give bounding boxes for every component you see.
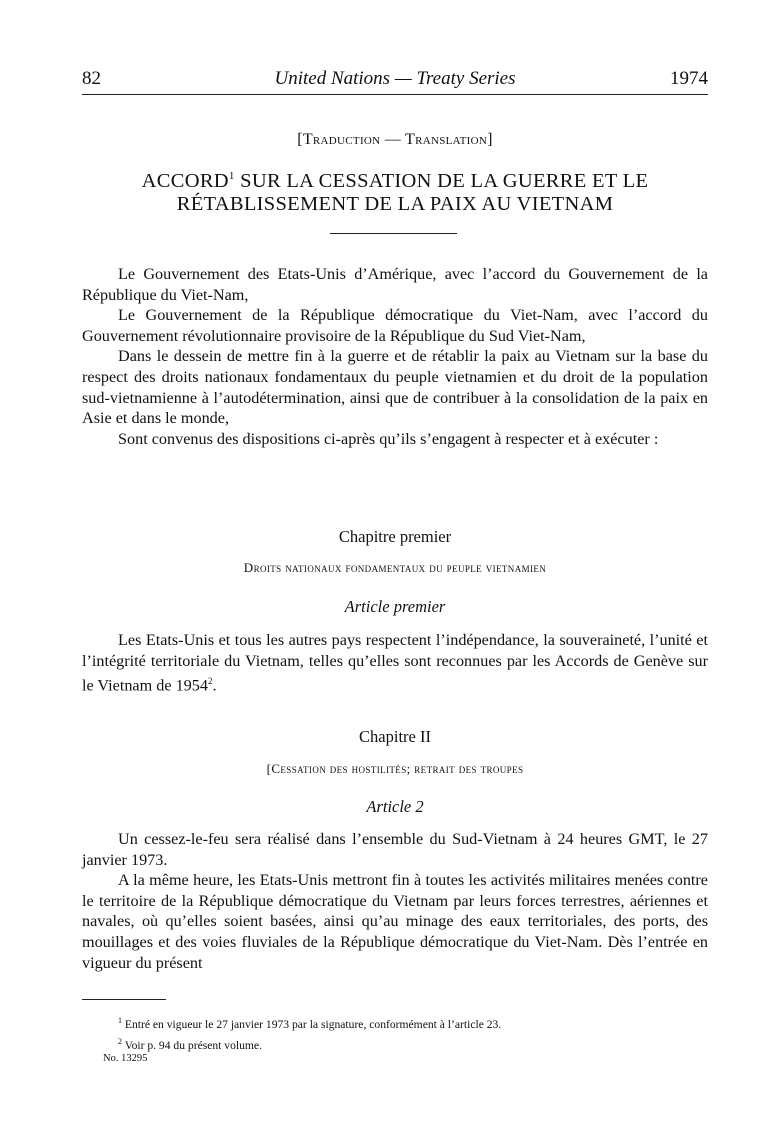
chapter1-label: Chapitre premier: [338, 527, 452, 546]
preamble-paragraph: Le Gouvernement des Etats-Unis d’Amérique, avec l’accord du Gouvernement de la République du Viet-Nam,: [82, 265, 708, 304]
title-separator: [330, 233, 457, 234]
footnote-item: [118, 1012, 698, 1033]
title-note-ref: 1: [228, 170, 235, 182]
title-line1-start: ACCORD: [141, 169, 229, 192]
translation-note: [Traduction — Translation]: [297, 131, 493, 148]
footnote-text: Voir p. 94 du présent volume.: [122, 1038, 262, 1052]
footnote-separator: [82, 999, 166, 1000]
series-title: United Nations — Treaty Series: [274, 68, 516, 89]
article1-note-ref: 2: [207, 676, 213, 687]
series-year: 1974: [670, 68, 708, 89]
preamble-paragraph: Dans le dessein de mettre fin à la guerre et de rétablir la paix au Vietnam sur la base du respect des droits nationaux fondamentaux du peuple vietnamien et du droit de la population sud-vietnamienne à l’autodétermination, ainsi que de contribuer à la consolidation de la paix en Asie et dans le monde,: [82, 347, 708, 428]
title-line1-rest: SUR LA CESSATION DE LA GUERRE ET LE: [234, 169, 649, 192]
preamble: [82, 264, 708, 449]
article2-paragraph: A la même heure, les Etats-Unis mettront fin à toutes les activités militaires menées contre le territoire de la République démocratique du Vietnam par leurs forces terrestres, aériennes et navales, où qu’elles soient basées, ainsi qu’au minage des eaux territoriales, des ports, des mouillages et des voies fluviales de la République démocratique du Viet-Nam. Dès l’entrée en vigueur du présent: [82, 871, 708, 972]
article1-text-end: .: [212, 676, 217, 695]
page-number: 82: [82, 68, 101, 89]
footnotes: [118, 1012, 698, 1054]
document-title: [82, 165, 708, 216]
preamble-paragraph: Sont convenus des dispositions ci-après qu’ils s’engagent à respecter et à exécuter :: [118, 429, 659, 448]
footnote-ref: 1: [118, 1016, 122, 1025]
chapter2-title: [Cessation des hostilités; retrait des troupes: [266, 761, 524, 776]
chapter2-label: Chapitre II: [359, 727, 431, 746]
footnote-item: [118, 1033, 698, 1054]
document-number: No. 13295: [103, 1053, 148, 1064]
article1-label: Article premier: [344, 597, 446, 616]
footnote-text: Entré en vigueur le 27 janvier 1973 par la signature, conformément à l’article 23.: [122, 1017, 502, 1031]
article1-text: Les Etats-Unis et tous les autres pays respectent l’indépendance, la souveraineté, l’unité et l’intégrité territoriale du Vietnam, telles qu’elles sont reconnues par les Accords de Genève sur le Vietnam de 1954: [82, 631, 708, 695]
article2-body: [82, 829, 708, 973]
preamble-paragraph: Le Gouvernement de la République démocratique du Viet-Nam, avec l’accord du Gouvernement révolutionnaire provisoire de la République du Sud Viet-Nam,: [82, 306, 708, 345]
article1-body: [82, 630, 708, 696]
title-line2: RÉTABLISSEMENT DE LA PAIX AU VIETNAM: [176, 192, 614, 215]
article2-paragraph: Un cessez-le-feu sera réalisé dans l’ensemble du Sud-Vietnam à 24 heures GMT, le 27 janvier 1973.: [82, 830, 708, 869]
running-header: [82, 68, 708, 95]
article2-label: Article 2: [366, 797, 424, 816]
footnote-ref: 2: [118, 1036, 122, 1046]
chapter1-title: Droits nationaux fondamentaux du peuple vietnamien: [243, 560, 547, 575]
